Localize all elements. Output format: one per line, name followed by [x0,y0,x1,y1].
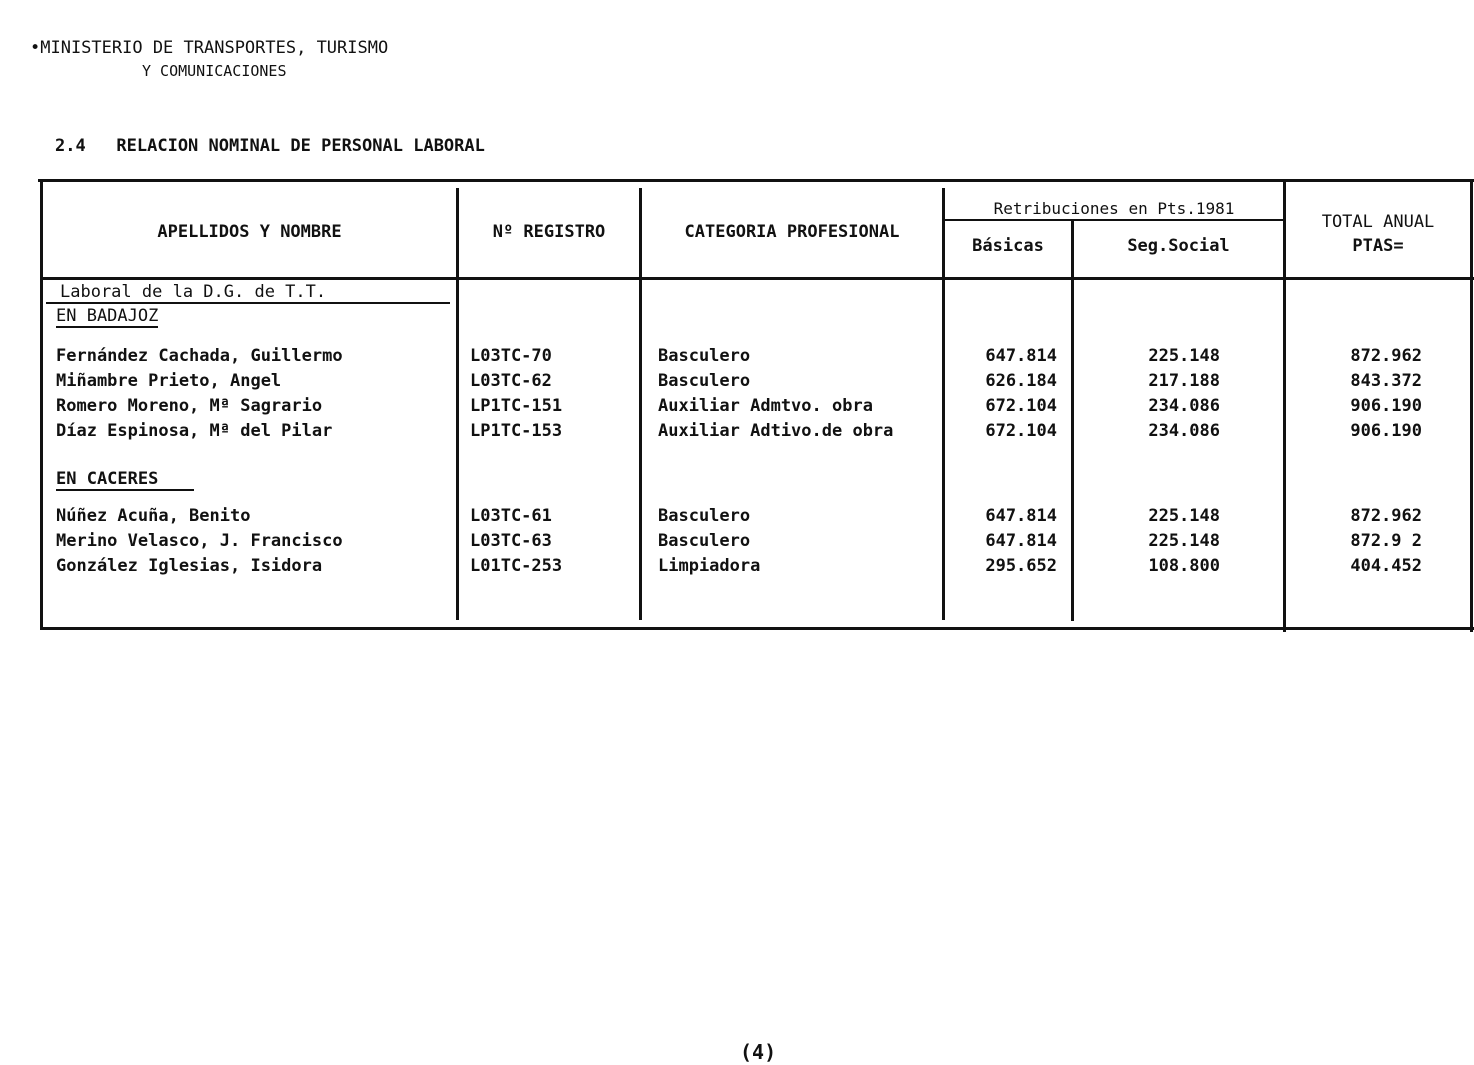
seg-social-cell: 234.086 [1148,421,1220,441]
seg-social-cell: 225.148 [1148,531,1220,551]
name-cell: Díaz Espinosa, Mª del Pilar [56,421,333,441]
registro-cell: L03TC-61 [470,506,552,526]
column-header-basicas: Básicas [972,236,1044,256]
registro-cell: L03TC-70 [470,346,552,366]
ministry-line-1: •MINISTERIO DE TRANSPORTES, TURISMO [30,38,389,58]
column-header-total-1: TOTAL ANUAL [1321,212,1435,232]
column-header-name: APELLIDOS Y NOMBRE [157,222,342,242]
categoria-cell: Basculero [658,346,751,366]
name-cell: González Iglesias, Isidora [56,556,323,576]
categoria-cell: Basculero [658,371,751,391]
basicas-cell: 672.104 [985,421,1057,441]
column-header-retribuciones: Retribuciones en Pts.1981 [993,199,1235,218]
name-cell: Fernández Cachada, Guillermo [56,346,343,366]
column-header-seg-social: Seg.Social [1127,236,1230,256]
registro-cell: L03TC-63 [470,531,552,551]
seg-social-cell: 225.148 [1148,346,1220,366]
column-header-registro: Nº REGISTRO [492,222,606,242]
section-title: 2.4 RELACION NOMINAL DE PERSONAL LABORAL [55,136,485,156]
column-header-categoria: CATEGORIA PROFESIONAL [684,222,900,242]
ministry-line-2: Y COMUNICACIONES [142,62,287,80]
total-cell: 404.452 [1350,556,1422,576]
name-cell: Núñez Acuña, Benito [56,506,251,526]
name-cell: Romero Moreno, Mª Sagrario [56,396,323,416]
total-cell: 872.9 2 [1350,531,1422,551]
total-cell: 906.190 [1350,421,1422,441]
registro-cell: L01TC-253 [470,556,563,576]
total-cell: 843.372 [1350,371,1422,391]
seg-social-cell: 234.086 [1148,396,1220,416]
basicas-cell: 647.814 [985,346,1057,366]
total-cell: 872.962 [1350,506,1422,526]
categoria-cell: Auxiliar Adtivo.de obra [658,421,894,441]
total-cell: 872.962 [1350,346,1422,366]
name-cell: Miñambre Prieto, Angel [56,371,282,391]
page-number: (4) [740,1040,777,1064]
basicas-cell: 295.652 [985,556,1057,576]
total-cell: 906.190 [1350,396,1422,416]
registro-cell: L03TC-62 [470,371,552,391]
basicas-cell: 626.184 [985,371,1057,391]
categoria-cell: Basculero [658,506,751,526]
categoria-cell: Auxiliar Admtvo. obra [658,396,873,416]
basicas-cell: 647.814 [985,506,1057,526]
categoria-cell: Basculero [658,531,751,551]
section-title-badajoz: EN BADAJOZ [56,306,159,326]
basicas-cell: 647.814 [985,531,1057,551]
group-title: Laboral de la D.G. de T.T. [46,282,450,304]
name-cell: Merino Velasco, J. Francisco [56,531,343,551]
registro-cell: LP1TC-151 [470,396,563,416]
categoria-cell: Limpiadora [658,556,761,576]
registro-cell: LP1TC-153 [470,421,563,441]
seg-social-cell: 225.148 [1148,506,1220,526]
basicas-cell: 672.104 [985,396,1057,416]
column-header-total-2: PTAS= [1352,236,1404,256]
seg-social-cell: 108.800 [1148,556,1220,576]
seg-social-cell: 217.188 [1148,371,1220,391]
section-title-caceres: EN CACERES [56,469,194,491]
